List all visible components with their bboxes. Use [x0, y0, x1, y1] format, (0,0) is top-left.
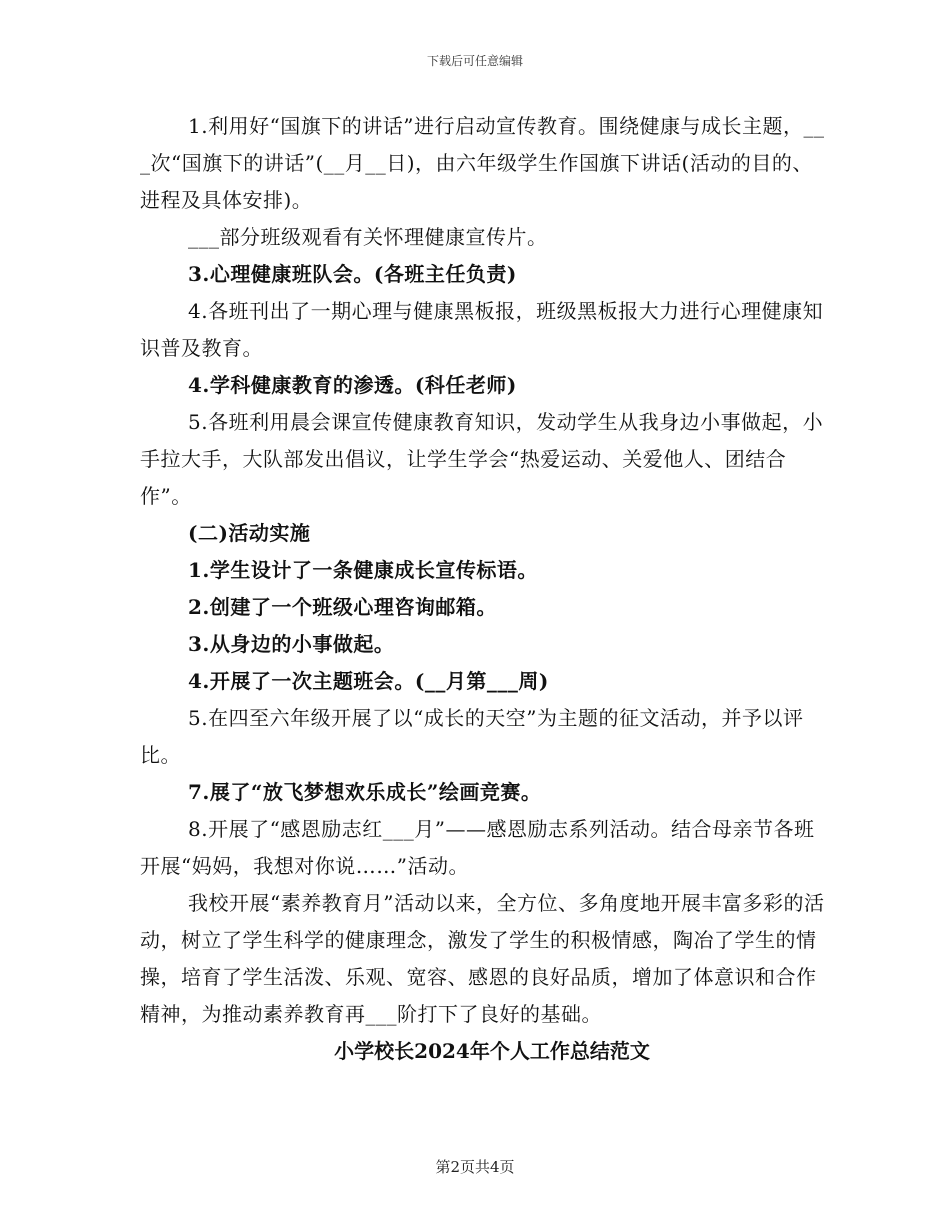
item-mailbox: 2.创建了一个班级心理咨询邮箱。 [188, 595, 497, 619]
heading-subject-education: 4.学科健康教育的渗透。(科任老师) [188, 373, 517, 397]
heading-class-meeting: 3.心理健康班队会。(各班主任负责) [188, 262, 517, 286]
item-small-things: 3.从身边的小事做起。 [188, 632, 395, 656]
item-theme-meeting: 4.开展了一次主题班会。(__月第___周) [188, 669, 549, 693]
heading-activity-implementation: (二)活动实施 [188, 521, 311, 545]
paragraph-blackboard: 4.各班刊出了一期心理与健康黑板报，班级黑板报大力进行心理健康知识普及教育。 [140, 299, 824, 360]
item-slogan: 1.学生设计了一条健康成长宣传标语。 [188, 558, 538, 582]
paragraph-1: 1.利用好“国旗下的讲话”进行启动宣传教育。围绕健康与成长主题，___次“国旗下的讲话”(__月__日)，由六年级学生作国旗下讲话(活动的目的、进程及具体安排)。 [140, 114, 825, 212]
paragraph-summary: 我校开展“素养教育月”活动以来，全方位、多角度地开展丰富多彩的活动，树立了学生科学的健康理念，激发了学生的积极情感，陶冶了学生的情操，培育了学生活泼、乐观、宽容、感恩的良好品质，增加了体意识和合作精神，为推动素养教育再___阶打下了良好的基础。 [140, 891, 825, 1026]
page-header: 下载后可任意编辑 [426, 54, 523, 68]
item-drawing-contest: 7.展了“放飞梦想欢乐成长”绘画竞赛。 [188, 780, 542, 804]
paragraph-essay-activity: 5.在四至六年级开展了以“成长的天空”为主题的征文活动，并予以评比。 [140, 706, 804, 767]
paragraph-2: ___部分班级观看有关怀理健康宣传片。 [188, 225, 548, 249]
document-body [140, 108, 830, 1070]
paragraph-morning-meeting: 5.各班利用晨会课宣传健康教育知识，发动学生从我身边小事做起，小手拉大手，大队部发出倡议，让学生学会“热爱运动、关爱他人、团结合作”。 [140, 410, 824, 508]
paragraph-gratitude: 8.开展了“感恩励志红___月”——感恩励志系列活动。结合母亲节各班开展“妈妈，我想对你说……”活动。 [140, 817, 815, 878]
page-footer: 第2页共4页 [435, 1158, 515, 1176]
section-title: 小学校长2024年个人工作总结范文 [334, 1039, 650, 1063]
